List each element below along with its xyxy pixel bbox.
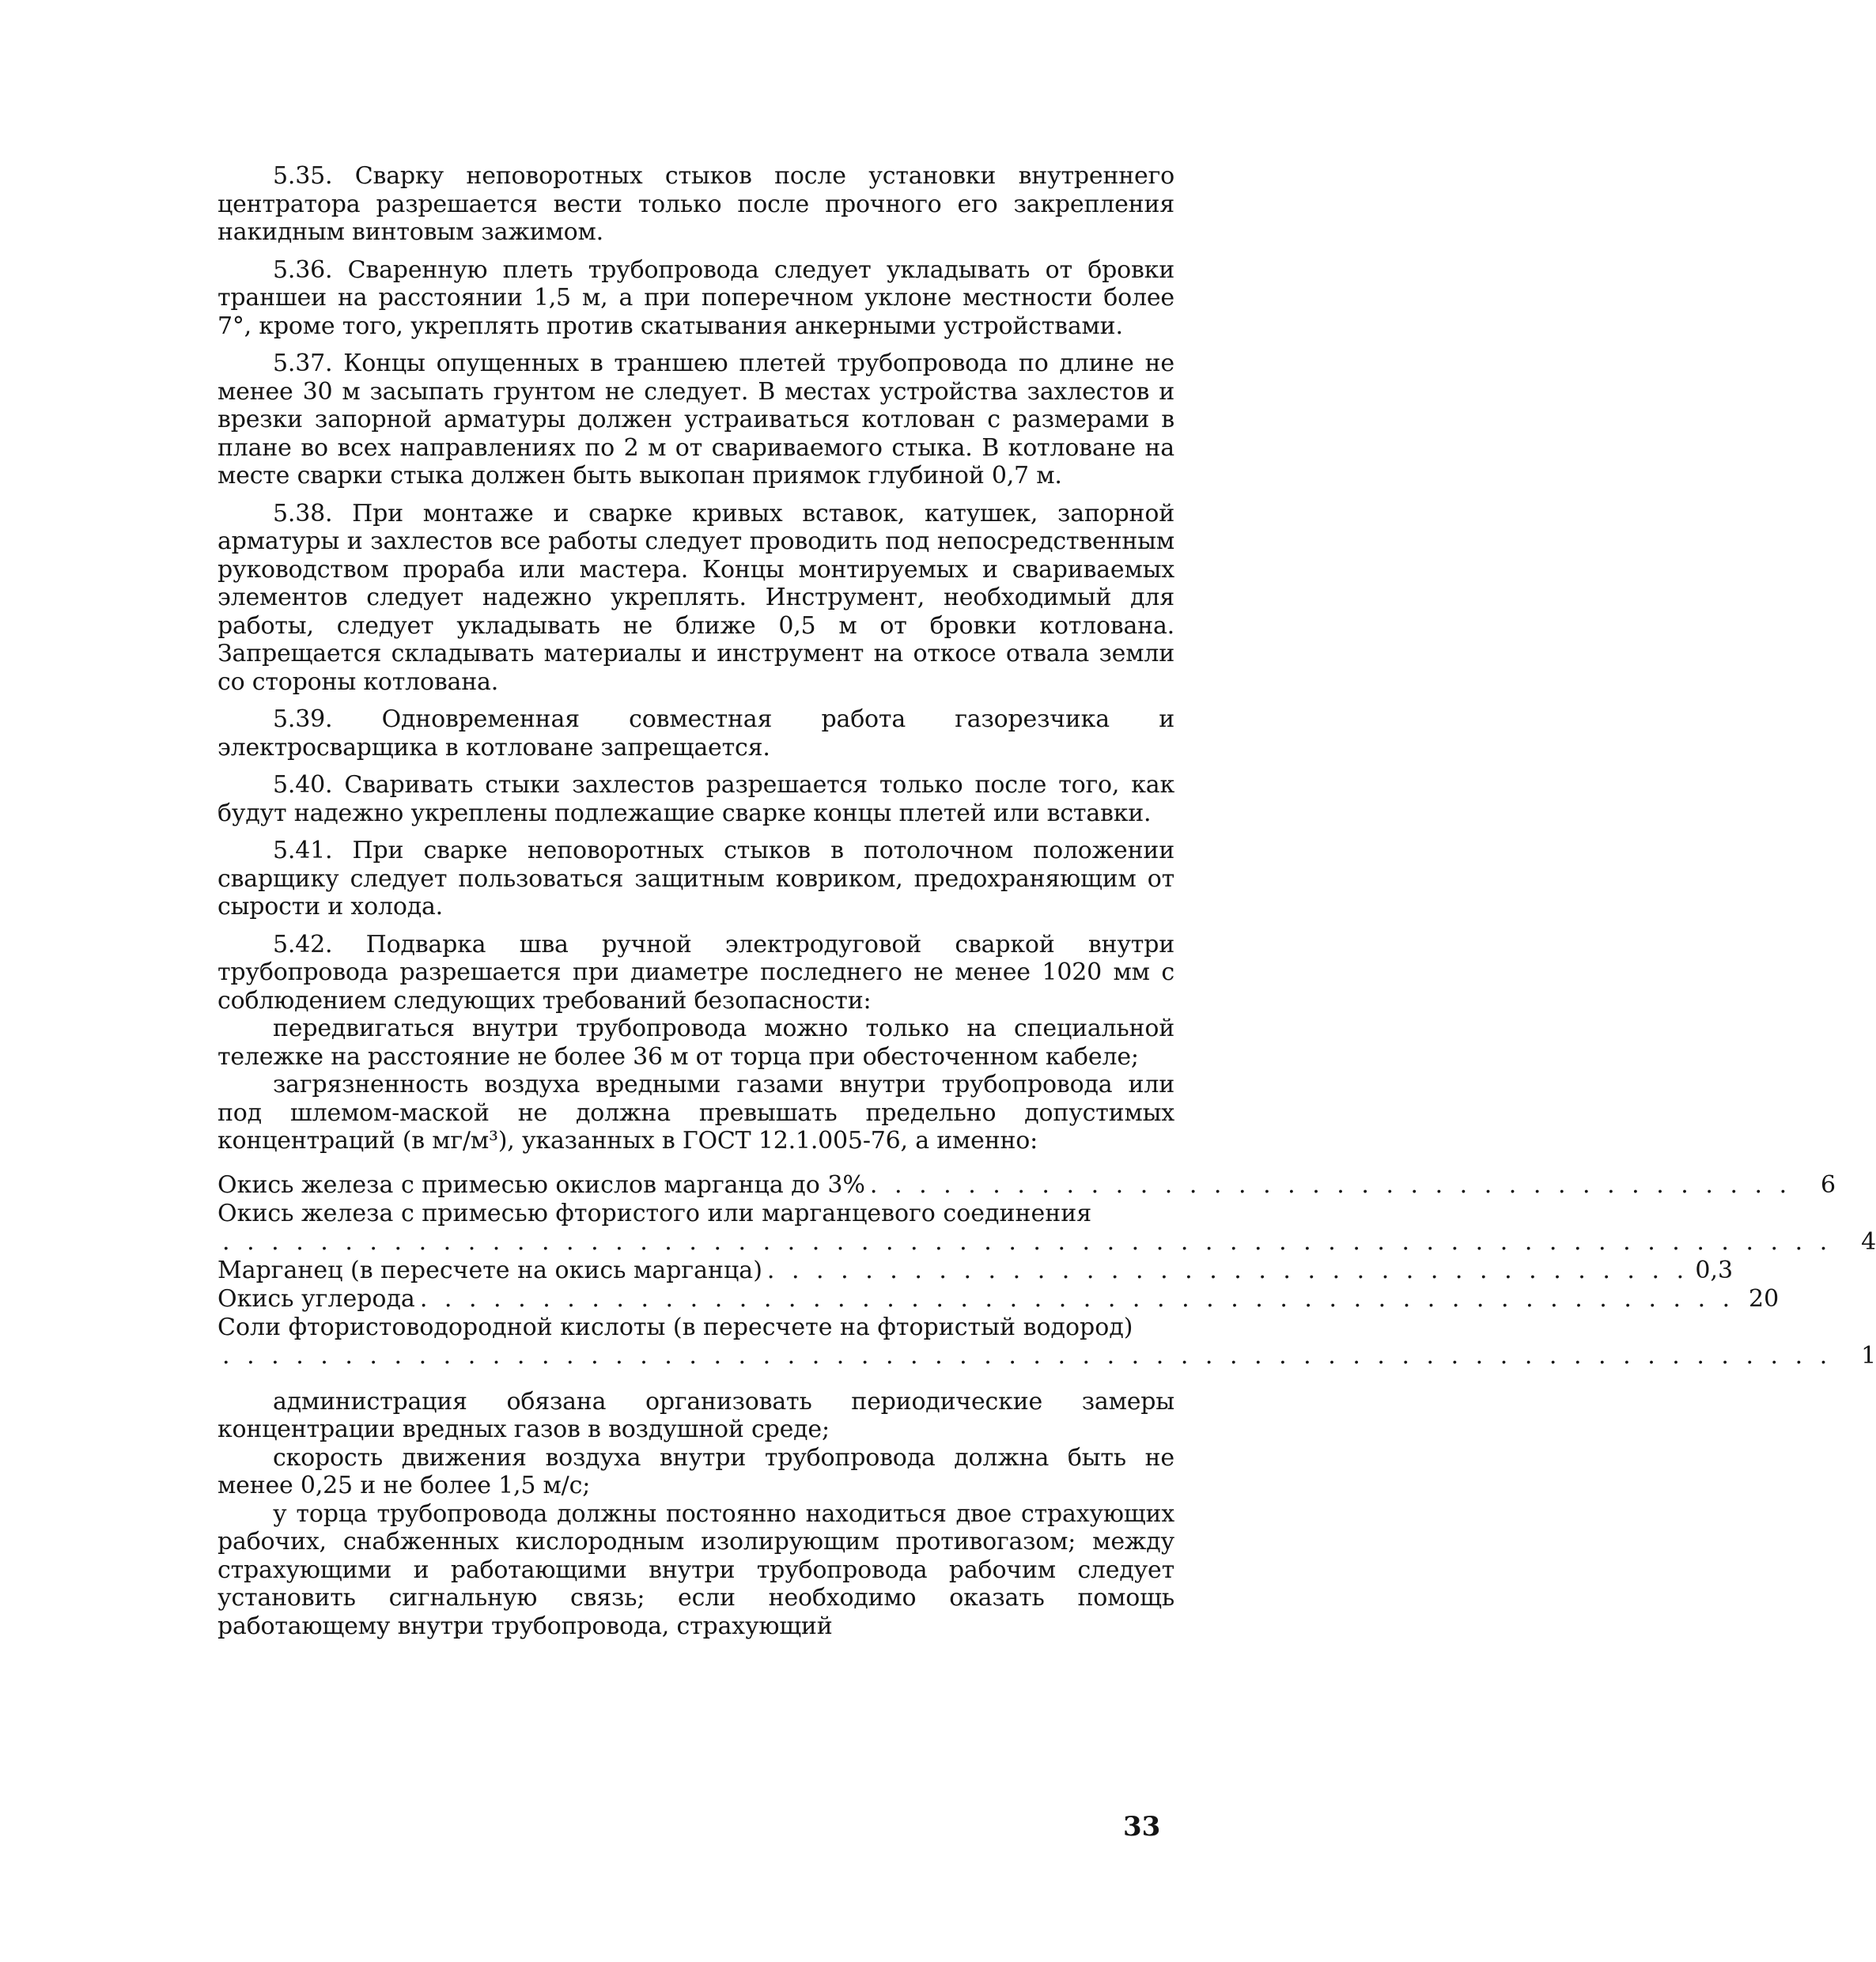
requirement-air-speed: скорость движения воздуха внутри трубопровода должна быть не менее 0,25 и не более 1,5 м/с; (217, 1443, 1174, 1499)
table-row (217, 1256, 1734, 1285)
dot-leader: . . . . . . . . . . . . . . . . . . . . . . . . . . . . . . . . . . . . . . . . . . . . . . . . . . . . . . . . . . . . . . . . . . (222, 1341, 1833, 1370)
substance-value: 0,3 (1695, 1256, 1734, 1284)
table-row (217, 1170, 1836, 1200)
requirement-trolley: передвигаться внутри трубопровода можно только на специальной тележке на расстояние не более 36 м от торца при обесточенном кабеле; (217, 1015, 1174, 1071)
substance-name: Окись углерода (217, 1284, 415, 1313)
paragraph-5-36: 5.36. Сваренную плеть трубопровода следует укладывать от бровки траншеи на расстоянии 1,5 м, а при поперечном уклоне местности более 7°, кроме того, укреплять против скатывания анкерными устройствами. (217, 255, 1174, 340)
table-row (217, 1341, 1876, 1370)
toxic-concentration-table (217, 1170, 1876, 1370)
table-row (217, 1227, 1876, 1257)
dot-leader: . . . . . . . . . . . . . . . . . . . . . . . . . . . . . . . . . . . . . . (766, 1256, 1689, 1284)
page-body (217, 162, 1876, 1640)
requirement-air-pollution: загрязненность воздуха вредными газами внутри трубопровода или под шлемом-маской не должна превышать предельно допустимых концентраций (в мг/м³), указанных в ГОСТ 12.1.005-76, а именно: (217, 1071, 1174, 1155)
paragraph-5-42: 5.42. Подварка шва ручной электродуговой сваркой внутри трубопровода разрешается при диаметре последнего не менее 1020 мм с соблюдением следующих требований безопасности: (217, 930, 1174, 1015)
requirement-measurements: администрация обязана организовать периодические замеры концентрации вредных газов в воздушной среде; (217, 1387, 1174, 1443)
paragraph-5-39: 5.39. Одновременная совместная работа газорезчика и электросварщика в котловане запрещается. (217, 705, 1174, 762)
requirement-safety-workers: у торца трубопровода должны постоянно находиться двое страхующих рабочих, снабженных кислородным изолирующим противогазом; между страхующими и работающими внутри трубопровода рабочим следует установить сигнальную связь; если необходимо оказать помощь работающему внутри трубопровода, страхующий (217, 1499, 1174, 1640)
paragraph-5-41: 5.41. При сварке неповоротных стыков в потолочном положении сварщику следует пользоваться защитным ковриком, предохраняющим от сырости и холода. (217, 837, 1174, 921)
page-number: 33 (1123, 1811, 1161, 1843)
dot-leader: . . . . . . . . . . . . . . . . . . . . . . . . . . . . . . . . . . . . . . . . . . . . . . . . . . . . . . (419, 1284, 1735, 1313)
substance-value: 1 (1861, 1341, 1876, 1370)
paragraph-5-37: 5.37. Концы опущенных в траншею плетей трубопровода по длине не менее 30 м засыпать грунтом не следует. В местах устройства захлестов и врезки запорной арматуры должен устраиваться котлован с размерами в плане во всех направлениях по 2 м от свариваемого стыка. В котловане на месте сварки стыка должен быть выкопан приямок глубиной 0,7 м. (217, 350, 1174, 490)
substance-value: 6 (1821, 1170, 1836, 1199)
table-row-text: Соли фтористоводородной кислоты (в пересчете на фтористый водород) (217, 1313, 1133, 1341)
dot-leader: . . . . . . . . . . . . . . . . . . . . . . . . . . . . . . . . . . . . . . (869, 1170, 1792, 1199)
substance-name: Окись железа с примесью окислов марганца до 3% (217, 1170, 865, 1199)
paragraph-5-35: 5.35. Сварку неповоротных стыков после установки внутреннего центратора разрешается вести только после прочного его закрепления накидным винтовым зажимом. (217, 162, 1174, 246)
table-row (217, 1284, 1780, 1314)
substance-value: 4 (1861, 1227, 1876, 1256)
paragraph-5-40: 5.40. Сваривать стыки захлестов разрешается только после того, как будут надежно укреплены подлежащие сварке концы плетей или вставки. (217, 771, 1174, 827)
table-row-text: Окись железа с примесью фтористого или марганцевого соединения (217, 1199, 1092, 1227)
paragraph-5-38: 5.38. При монтаже и сварке кривых вставок, катушек, запорной арматуры и захлестов все работы следует проводить под непосредственным руководством прораба или мастера. Концы монтируемых и свариваемых элементов следует надежно укреплять. Инструмент, необходимый для работы, следует укладывать не ближе 0,5 м от бровки котлована. Запрещается складывать материалы и инструмент на откосе отвала земли со стороны котлована. (217, 499, 1174, 696)
dot-leader: . . . . . . . . . . . . . . . . . . . . . . . . . . . . . . . . . . . . . . . . . . . . . . . . . . . . . . . . . . . . . . . . . . (222, 1227, 1833, 1256)
substance-value: 20 (1749, 1284, 1780, 1313)
substance-name: Марганец (в пересчете на окись марганца) (217, 1256, 762, 1284)
